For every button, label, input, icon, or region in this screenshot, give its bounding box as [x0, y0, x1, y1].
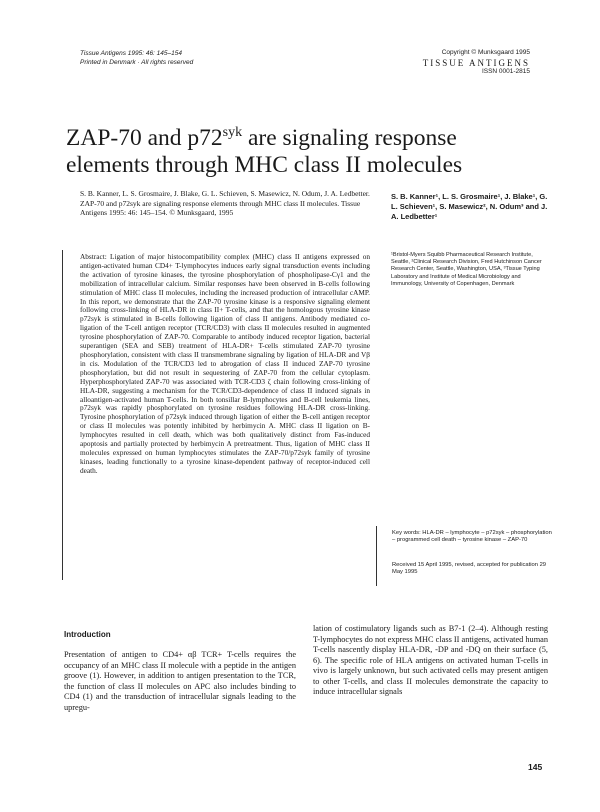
- journal-citation-line: Tissue Antigens 1995: 46: 145–154: [80, 50, 182, 57]
- article-title: [66, 119, 546, 179]
- title-superscript: syk: [222, 125, 243, 140]
- affiliations: ¹Bristol-Myers Squibb Pharmaceutical Research Institute, Seattle, ²Clinical Research Division, Fred Hutchinson Cancer Research Center, Seattle, Washington, USA, ³Tissue Typing Laboratory and Institute of Medical Microbiology and Immunology, University of Copenhagen, Denmark: [391, 252, 542, 287]
- keywords: Key words: HLA-DR – lymphocyte – p72syk – phosphorylation – programmed cell death – tyrosine kinase – ZAP-70: [392, 530, 552, 544]
- intro-column-right: lation of costimulatory ligands such as B7-1 (2–4). Although resting T-lymphocytes do not express MHC class II antigens, activated human T-cells nascently display HLA-DR, -DP and -DQ on their surface (5, 6). The specific role of HLA antigens on activated human T-cells in vivo is largely unknown, but such activated cells may present antigen to other T-cells, and class II molecules demonstrate the capacity to induce intracellular signals: [313, 624, 548, 696]
- copyright-line: Copyright © Munksgaard 1995: [441, 49, 530, 56]
- author-list: S. B. Kanner¹, L. S. Grosmaire¹, J. Blake¹, G. L. Schieven¹, S. Masewicz², N. Odum³ and J. A. Ledbetter¹: [391, 192, 548, 221]
- title-part1: ZAP-70 and p72: [66, 124, 223, 151]
- running-header-right: [370, 49, 530, 77]
- section-heading-introduction: Introduction: [64, 630, 111, 639]
- journal-name: TISSUE ANTIGENS: [422, 57, 530, 68]
- received-dates: Received 15 April 1995, revised, accepted for publication 29 May 1995: [392, 562, 547, 576]
- printed-in-line: Printed in Denmark · All rights reserved: [80, 58, 194, 66]
- running-header-left: [80, 50, 220, 67]
- abstract-text: Abstract: Ligation of major histocompatibility complex (MHC) class II antigens expressed on antigen-activated human CD4+ T-lymphocytes induces early signal transduction events including the activation of tyrosine kinases, the tyrosine phosphorylation of phospholipase-Cγ1 and the mobilization of intracellular calcium. Similar responses have been observed in B-cells following stimulation of MHC class II molecules, including the increased production of intracellular cAMP. In this report, we demonstrate that the ZAP-70 tyrosine kinase is a responsive signaling element following cross-linking of HLA-DR in class II+ T-cells, and that the homologous tyrosine kinase p72syk is stimulated in B-cells following ligation of class II antigens. Antibody mediated co-ligation of the T-cell antigen receptor (TCR/CD3) with class II molecules resulted in augmented tyrosine phosphorylation of ZAP-70. Comparable to antibody induced receptor ligation, bacterial superantigen (SEA and SEB) treatment of HLA-DR+ T-cells stimulated ZAP-70 tyrosine phosphorylation, consistent with class II transmembrane signaling by ligation of HLA-DR and Vβ in cis. Modulation of the TCR/CD3 led to abrogation of class II induced ZAP-70 tyrosine phosphorylation, but did not result in sequestering of ZAP-70 from the cellular cytoplasm. Hyperphosphorylated ZAP-70 was associated with TCR-CD3 ζ chain following cross-linking of HLA-DR, suggesting a mechanism for the TCR/CD3-dependence of class II induced signals in alloantigen-activated human T-cells. In both tonsillar B-lymphocytes and B-cell leukemia lines, p72syk was rapidly phosphorylated on tyrosine residues following HLA-DR cross-linking. Tyrosine phosphorylation of p72syk induced through ligation of either the B-cell antigen receptor or class II molecules was potently inhibited by herbimycin A. MHC class II ligation on B-lymphocytes resulted in cell death, which was both qualitatively distinct from Fas-induced apoptosis and partially protected by herbimycin A pretreatment. Thus, ligation of MHC class II molecules expressed on human lymphocytes stimulates the ZAP-70/p72syk family of tyrosine kinases, leading functionally to a tyrosine kinase-dependent pathway of receptor-induced cell death.: [80, 252, 370, 475]
- issn-line: ISSN 0001-2815: [481, 68, 530, 75]
- page-number: 145: [528, 762, 543, 772]
- title-part2: are signaling response elements through MHC class II molecules: [66, 124, 463, 178]
- citation-block: S. B. Kanner, L. S. Grosmaire, J. Blake, G. L. Schieven, S. Masewicz, N. Odum, J. A. Ledbetter. ZAP-70 and p72syk are signaling response elements through MHC class II molecules. Tissue Antigens 1995: 46: 145–154. © Munksgaard, 1995: [80, 189, 370, 218]
- intro-column-left: Presentation of antigen to CD4+ αβ TCR+ T-cells requires the occupancy of an MHC class II molecule with a peptide in the antigen groove (1). However, in addition to antigen presentation to the TCR, the function of class II molecules on APC also includes binding to CD4 (1) and the transduction of intracellular signals leading to the upregu-: [64, 650, 296, 712]
